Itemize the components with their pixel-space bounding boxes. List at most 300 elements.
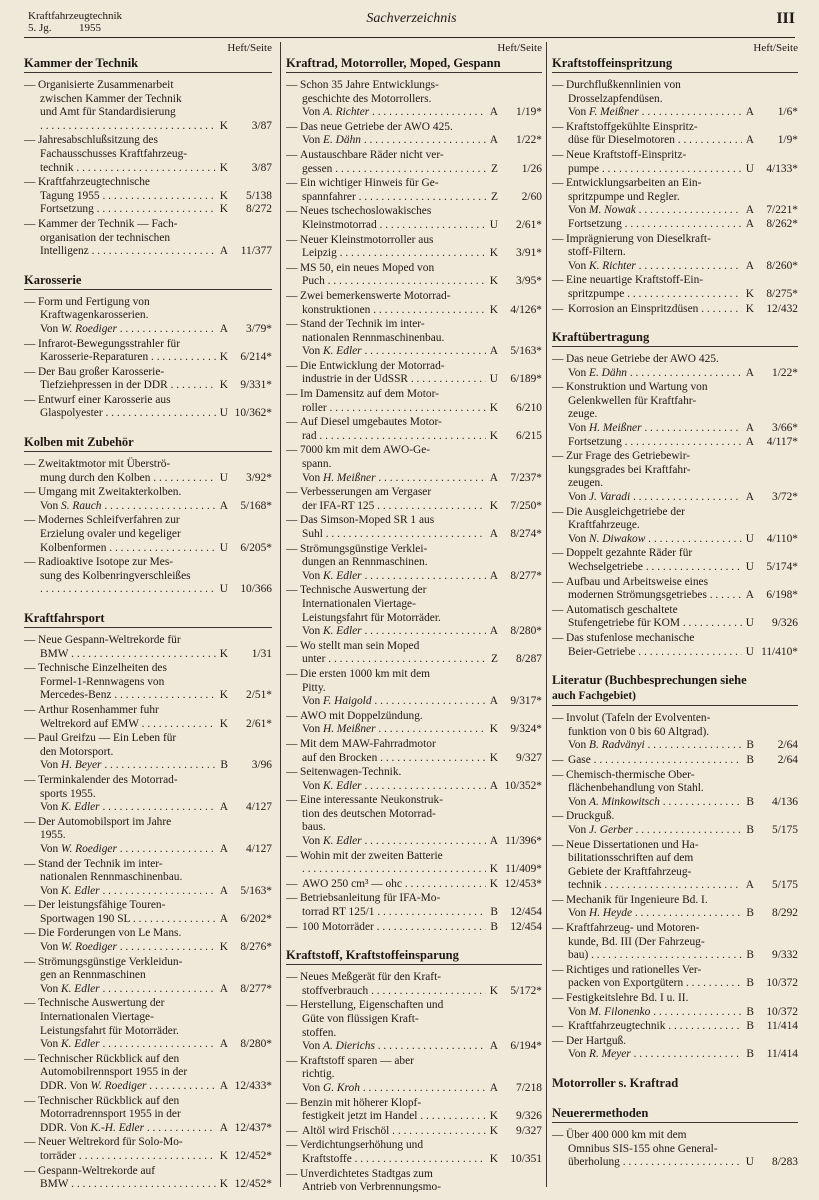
entry-reference-row: [24, 472, 272, 486]
entry-reference-row: [286, 906, 542, 920]
source-code: A: [489, 695, 498, 708]
entry-dash: —: [24, 1094, 36, 1107]
index-entry: [286, 971, 542, 998]
entry-last-line: [40, 120, 216, 134]
entry-first-line: [24, 899, 272, 913]
index-entry: [286, 318, 542, 359]
page-title: Sachverzeichnis: [366, 11, 457, 26]
heft-seite: 8/272: [246, 203, 272, 216]
entry-first-line: [552, 121, 798, 135]
source-code: K: [219, 189, 228, 202]
index-column-3: [552, 42, 798, 1192]
entry-dash: —: [24, 393, 36, 406]
journal-name: Kraftfahrzeugtechnik: [28, 10, 123, 22]
index-entry: [552, 177, 798, 231]
entry-reference-row: [286, 752, 542, 766]
entry-last-line: Von F. Haigold . . .: [302, 695, 486, 709]
entry-text: Die Forderungen von Le Mans.: [38, 927, 182, 940]
index-entry: [286, 444, 542, 485]
source-code: K: [489, 863, 498, 876]
entry-reference-row: [552, 754, 798, 768]
heft-seite: 8/262*: [766, 217, 798, 230]
index-section: [552, 1106, 798, 1170]
heft-seite: 12/452*: [234, 1149, 272, 1162]
entry-text: Betriebsanleitung für IFA-Mo-: [300, 892, 441, 905]
entry-text: Organisierte Zusammenarbeit: [38, 79, 174, 91]
source-code: A: [489, 779, 498, 792]
heft-seite: 3/66*: [772, 422, 798, 435]
entry-last-line: Kraftstoffe . . .: [302, 1153, 486, 1167]
entry-text: Kammer der Technik — Fach-: [38, 217, 178, 230]
index-entry: [286, 416, 542, 443]
source-code: A: [745, 366, 754, 379]
heft-seite: 1/6*: [777, 106, 798, 119]
entry-first-line: [552, 79, 798, 93]
entry-dash: —: [552, 922, 564, 935]
entry-text: Die ersten 1000 km mit dem: [300, 667, 431, 680]
entry-text: Entwurf einer Karosserie aus: [38, 393, 171, 406]
entry-reference-row: [286, 1153, 542, 1167]
source-code: K: [489, 401, 498, 414]
entry-dash: —: [552, 120, 564, 133]
entry-first-line: [286, 444, 542, 458]
entry-text: Involut (Tafeln der Evolventen-: [566, 712, 711, 725]
entry-text: Verdichtungserhöhung und: [300, 1139, 424, 1152]
entry-reference-row: [286, 472, 542, 486]
author-name: A. Minkowitsch: [589, 795, 660, 808]
heft-seite: 5/138: [246, 189, 272, 202]
heft-seite: 2/64: [777, 739, 798, 752]
entry-last-line: modernen Strömungsgetriebes . . .: [568, 589, 742, 603]
entry-reference-row: [24, 689, 272, 703]
heft-seite: 6/210: [516, 401, 542, 414]
heft-seite: 4/117*: [766, 435, 798, 448]
author-name: B. Radvänyi: [589, 739, 645, 752]
entry-first-line: [286, 234, 542, 248]
entry-reference-row: [552, 1006, 798, 1020]
entry-text-line: geschichte des Motorrollers.: [302, 92, 432, 105]
source-code: K: [219, 351, 228, 364]
entry-reference-row: [286, 345, 542, 359]
entry-dash: —: [24, 1136, 36, 1149]
source-code: K: [489, 1124, 498, 1137]
source-code: K: [219, 717, 228, 730]
entry-reference-row: [552, 977, 798, 991]
entry-dash: —: [286, 639, 298, 652]
source-code: A: [745, 204, 754, 217]
index-entry: [286, 738, 542, 765]
entry-reference-row: [552, 646, 798, 660]
entry-dash: —: [286, 289, 298, 302]
entry-text: Mit dem MAW-Fahrradmotor: [300, 737, 436, 750]
entry-first-line: [552, 1129, 798, 1143]
entry-dash: —: [552, 177, 564, 190]
index-entry: [552, 381, 798, 449]
source-code: A: [745, 259, 754, 272]
author-name: K. Edler: [323, 569, 362, 582]
heft-seite: 12/433*: [234, 1080, 272, 1092]
entry-first-line: [552, 233, 798, 247]
entry-text-line: Leistungsfahrt für Motorräder.: [302, 611, 441, 624]
entry-text-line: dungen an Rennmaschinen.: [302, 556, 428, 569]
index-entry: [24, 997, 272, 1051]
entry-reference-row: [552, 739, 798, 753]
entry-dash: —: [286, 766, 298, 779]
entry-reference-row: [24, 190, 272, 204]
author-name: W. Roediger: [61, 322, 117, 335]
entry-text: Die Ausgleichgetriebe der: [566, 505, 685, 518]
source-code: B: [746, 823, 754, 836]
entry-text: Technische Auswertung der: [300, 584, 427, 597]
index-entry: [552, 769, 798, 810]
author-name: K. Edler: [323, 625, 362, 638]
entry-last-line: Karosserie-Reparaturen . . .: [40, 351, 216, 365]
entry-text-line: zeugen.: [568, 477, 604, 490]
source-code: K: [219, 203, 228, 216]
source-code: K: [489, 751, 498, 764]
source-code: K: [219, 941, 228, 954]
entry-text: Neues Meßgerät für den Kraft-: [300, 971, 442, 984]
source-code: K: [489, 984, 498, 997]
index-entry: [286, 290, 542, 317]
entry-text: Jahresabschlußsitzung des: [38, 134, 158, 147]
author-name: S. Rauch: [61, 499, 102, 512]
heft-seite: 1/22*: [772, 366, 798, 379]
author-name: H. Beyer: [61, 759, 102, 772]
entry-reference-row: [552, 106, 798, 120]
entry-text-line: Pitty.: [302, 681, 326, 694]
heft-seite: 11/414: [766, 1020, 798, 1033]
entry-dash: —: [286, 486, 298, 499]
entry-last-line: [40, 583, 216, 597]
entry-first-line: [552, 576, 798, 590]
entry-reference-row: [286, 1082, 542, 1096]
entry-dash: —: [286, 667, 298, 680]
index-entry: [552, 274, 798, 301]
source-code: A: [219, 982, 228, 995]
entry-last-line: technik . . .: [568, 879, 742, 893]
heft-seite: 9/326: [516, 1110, 542, 1123]
heft-seite: 8/277*: [510, 569, 542, 582]
entry-text: Seitenwagen-Technik.: [300, 766, 402, 779]
source-code: A: [745, 879, 754, 892]
entry-text-line: kunde, Bd. III (Der Fahrzeug-: [568, 935, 705, 948]
heft-seite: 9/327: [516, 1124, 542, 1137]
entry-last-line: Von K. Richter . . .: [568, 260, 742, 274]
source-code: K: [219, 161, 228, 174]
entry-reference-row: [24, 1122, 272, 1136]
entry-last-line: Beier-Getriebe . . .: [568, 646, 742, 660]
index-entry: [552, 992, 798, 1019]
index-entry: [286, 205, 542, 232]
index-entry: [24, 899, 272, 926]
entry-first-line: [24, 366, 272, 380]
entry-reference-row: [286, 1110, 542, 1124]
entry-reference-row: [552, 617, 798, 631]
index-entry: [24, 732, 272, 773]
entry-dash: —: [286, 794, 298, 807]
index-entry: [552, 712, 798, 753]
source-code: U: [219, 583, 228, 596]
entry-first-line: [552, 1035, 798, 1049]
entry-text-line: nationalen Rennmaschinenbau.: [302, 331, 445, 344]
heft-seite: 4/126*: [510, 303, 542, 316]
entry-first-line: [286, 710, 542, 724]
source-code: A: [745, 422, 754, 435]
entry-text: Der Automobilsport im Jahre: [38, 815, 172, 828]
entry-first-line: [24, 296, 272, 310]
source-code: B: [746, 739, 754, 752]
entry-reference-row: [24, 1080, 272, 1094]
author-name: A. Dierichs: [323, 1040, 375, 1053]
entry-first-line: [286, 640, 542, 654]
entry-first-line: [24, 732, 272, 746]
index-entry: [286, 710, 542, 737]
entry-dash: —: [286, 233, 298, 246]
entry-last-line: Tagung 1955 . . .: [40, 190, 216, 204]
entry-text-line: tion des deutschen Motorrad-: [302, 807, 436, 820]
entry-dash: —: [552, 963, 564, 976]
entry-dash: —: [286, 892, 298, 905]
entry-text: Konstruktion und Wartung von: [566, 381, 708, 394]
entry-first-line: [286, 290, 542, 304]
source-code: U: [745, 645, 754, 658]
source-code: A: [489, 471, 498, 484]
entry-text: Wohin mit der zweiten Batterie: [300, 849, 443, 862]
entry-reference-row: [24, 351, 272, 365]
entry-first-line: [552, 381, 798, 395]
source-code: A: [219, 1121, 228, 1134]
entry-text: Terminkalender des Motorrad-: [38, 773, 178, 786]
heft-seite: 3/91*: [516, 247, 542, 260]
author-name: H. Meißner: [323, 723, 376, 736]
entry-last-line: torräder . . .: [40, 1150, 216, 1164]
source-code: U: [745, 532, 754, 545]
heft-seite: 9/326: [772, 617, 798, 630]
index-entry: [286, 1097, 542, 1124]
entry-text: Strömungsgünstige Verkleidun-: [38, 955, 183, 968]
entry-text: Technische Einzelheiten des: [38, 662, 167, 675]
source-code: A: [489, 1040, 498, 1053]
heft-seite: 5/168*: [240, 499, 272, 512]
entry-first-line: [24, 218, 272, 232]
index-entry: [24, 296, 272, 337]
entry-dash: —: [24, 927, 36, 940]
entry-dash: —: [552, 575, 564, 588]
index-entry: [286, 584, 542, 638]
entry-text: Neue Dissertationen und Ha-: [566, 838, 699, 851]
entry-dash: —: [286, 1054, 298, 1067]
entry-text: Eine neuartige Kraftstoff-Ein-: [566, 274, 704, 287]
entry-last-line: Von K. Edler . . .: [302, 345, 486, 359]
entry-dash: —: [24, 1164, 36, 1177]
entry-text: AWO mit Doppelzündung.: [300, 709, 423, 722]
entry-last-line: Altöl wird Frischöl . . .: [302, 1125, 486, 1139]
entry-last-line: [302, 863, 486, 877]
source-code: B: [746, 949, 754, 962]
index-entry: [24, 704, 272, 731]
heft-seite: 9/324*: [510, 723, 542, 736]
entry-last-line: unter . . .: [302, 653, 486, 667]
entry-last-line: Fortsetzung . . .: [40, 203, 216, 217]
entry-dash: —: [552, 992, 564, 1005]
source-code: K: [219, 119, 228, 132]
entry-reference-row: [552, 367, 798, 381]
index-entry: [552, 506, 798, 547]
heft-seite: 11/414: [766, 1048, 798, 1061]
entry-text: Ein wichtiger Hinweis für Ge-: [300, 177, 439, 190]
heft-seite: 8/277*: [240, 982, 272, 995]
entry-text: Benzin mit höherer Klopf-: [300, 1096, 422, 1109]
entry-dash: —: [286, 542, 298, 555]
author-name: N. Diwakow: [589, 532, 646, 545]
source-code: U: [745, 1156, 754, 1169]
index-entry: [24, 1136, 272, 1163]
entry-first-line: [24, 858, 272, 872]
entry-text: Kraftstoff sparen — aber: [300, 1054, 414, 1067]
entry-first-line: [24, 997, 272, 1011]
heft-seite: 12/453*: [504, 877, 542, 890]
entry-last-line: Von H. Meißner . . .: [568, 422, 742, 436]
entry-dash: —: [552, 768, 564, 781]
author-name: M. Filonenko: [589, 1005, 651, 1018]
entry-reference-row: [24, 500, 272, 514]
section-title: Kraftstoff, Kraftstoffeinsparung: [286, 948, 542, 965]
author-name: A. Richter: [323, 106, 370, 119]
entry-reference-row: [286, 625, 542, 639]
entry-text: Umgang mit Zweitakterkolben.: [38, 486, 182, 499]
entry-dash: —: [286, 849, 298, 862]
index-section: [552, 673, 798, 1062]
author-name: K. Edler: [323, 779, 362, 792]
entry-dash: —: [552, 79, 564, 91]
source-code: A: [219, 801, 228, 814]
heft-seite: 7/218: [516, 1081, 542, 1094]
entry-text-line: spann.: [302, 458, 332, 471]
section-title: Neuerermethoden: [552, 1106, 798, 1123]
entry-reference-row: [286, 106, 542, 120]
heft-seite: 5/174*: [766, 561, 798, 573]
entry-dash: —: [24, 773, 36, 786]
source-code: A: [489, 835, 498, 848]
index-entry: [24, 956, 272, 997]
entry-dash: —: [552, 838, 564, 851]
heft-seite: 10/372: [766, 977, 798, 990]
index-entry: [286, 766, 542, 793]
entry-last-line: Tiefziehpressen in der DDR . . .: [40, 379, 216, 393]
index-entry: [286, 999, 542, 1053]
index-section: [24, 611, 272, 1192]
entry-first-line: [286, 892, 542, 906]
entry-dash: —: [24, 997, 36, 1010]
source-code: A: [219, 1038, 228, 1051]
entry-first-line: [286, 262, 542, 276]
index-entry: [24, 1095, 272, 1136]
entry-dash: —: [552, 1129, 564, 1141]
entry-reference-row: [286, 191, 542, 205]
entry-last-line: Von W. Roediger . . .: [40, 941, 216, 955]
source-code: K: [489, 877, 498, 890]
entry-last-line: stoffverbrauch . . .: [302, 985, 486, 999]
source-code: B: [220, 759, 228, 772]
heft-seite: 2/51*: [246, 689, 272, 702]
entry-reference-row: [286, 921, 542, 935]
entry-reference-row: [286, 304, 542, 318]
entry-dash: —: [24, 662, 36, 675]
index-entry: [286, 921, 542, 935]
source-code: U: [745, 561, 754, 573]
entry-reference-row: [552, 491, 798, 505]
entry-last-line: Von H. Beyer . . .: [40, 759, 216, 773]
entry-last-line: Fortsetzung . . .: [568, 218, 742, 232]
author-name: W. Roediger: [90, 1080, 147, 1092]
index-entry: [286, 850, 542, 877]
entry-first-line: [286, 79, 542, 93]
entry-reference-row: [24, 843, 272, 857]
entry-first-line: [552, 992, 798, 1006]
entry-text-line: Gelenkwellen für Kraftfahr-: [568, 394, 697, 407]
entry-text: Auf Diesel umgebautes Motor-: [300, 416, 442, 429]
source-code: U: [219, 471, 228, 484]
entry-first-line: [552, 712, 798, 726]
entry-text: Im Damensitz auf dem Motor-: [300, 388, 439, 401]
entry-reference-row: [286, 863, 542, 877]
index-entry: [24, 816, 272, 857]
entry-reference-row: [552, 422, 798, 436]
entry-reference-row: [24, 913, 272, 927]
entry-first-line: [552, 149, 798, 163]
source-code: K: [489, 1110, 498, 1123]
entry-first-line: [286, 999, 542, 1013]
entry-text: Radioaktive Isotope zur Mes-: [38, 556, 174, 569]
entry-text: Der Bau großer Karosserie-: [38, 365, 165, 378]
heft-seite: 5/175: [772, 823, 798, 836]
source-code: A: [219, 245, 228, 258]
entry-dash: —: [286, 177, 298, 190]
entry-text: Technischer Rückblick auf den: [38, 1052, 180, 1065]
heft-seite: 8/283: [772, 1156, 798, 1169]
heft-seite: 3/87: [251, 119, 272, 132]
entry-text: Unverdichtetes Stadtgas zum: [300, 1167, 433, 1180]
index-entry: [552, 303, 798, 317]
entry-first-line: [552, 964, 798, 978]
entry-dash: —: [286, 877, 298, 890]
heft-seite: 2/64: [777, 753, 798, 766]
index-entry: [286, 1139, 542, 1166]
entry-reference-row: [286, 219, 542, 233]
entry-text: Eine interessante Neukonstruk-: [300, 794, 443, 807]
source-code: Z: [491, 162, 498, 175]
source-code: B: [490, 906, 498, 919]
entry-text-line: Erzielung ovaler und kegeliger: [40, 528, 181, 541]
entry-last-line: Von K. Edler . . .: [40, 801, 216, 815]
entry-last-line: Leipzig . . .: [302, 247, 486, 261]
entry-first-line: [24, 134, 272, 148]
entry-last-line: Weltrekord auf EMW . . .: [40, 718, 216, 732]
index-entry: [286, 1125, 542, 1139]
author-name: K. Edler: [61, 1038, 100, 1051]
heft-seite: 11/377: [240, 245, 272, 258]
source-code: Z: [491, 653, 498, 666]
source-code: K: [489, 303, 498, 316]
entry-last-line: Von M. Filonenko . . .: [568, 1006, 742, 1020]
column-divider: [280, 42, 281, 1187]
entry-dash: —: [552, 450, 564, 463]
heft-seite: 7/250*: [510, 499, 542, 512]
source-code: A: [745, 589, 754, 602]
index-entry: [552, 604, 798, 631]
entry-first-line: [286, 850, 542, 864]
